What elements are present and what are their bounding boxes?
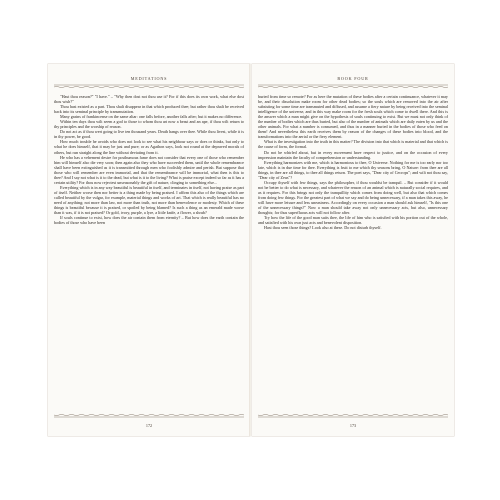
ornament-rule-bottom-left xyxy=(54,414,244,418)
paragraph: Many grains of frankincense on the same altar: one falls before, another falls after; but it makes no difference. xyxy=(60,114,243,120)
ornament-rule-bottom-right xyxy=(258,414,448,418)
right-page xyxy=(252,64,454,436)
paragraph: How much trouble he avoids who does not look to see what his neighbour says or does or thinks, but only to what he does himself, that it may be just and pure; or as Agathon says, look not round at the depraved morals of others, but run straight along the line without deviating from it. xyxy=(54,139,244,155)
paragraph: "Hast thou reason?" "I have." – "Why then dost not thou use it? For if this does its own work, what else dost thou wish?" xyxy=(54,94,244,105)
ornament-rule-top-right xyxy=(258,84,448,88)
running-head-left: MEDITATIONS xyxy=(130,76,168,81)
paragraph: Occupy thyself with few things, says the philosopher, if thou wouldst be tranquil. – But consider if it would not be better to do what is necessary, and whatever the reason of an animal which is naturally social requires, and as it requires. For this brings not only the tranquillity which comes from doing well, but also that which comes from doing few things. For the greatest part of what we say and do being unnecessary, if a man takes this away, he will have more leisure and less uneasiness. Accordingly on every occasion a man should ask himself, "Is this one of the unnecessary things?" Now a man should take away not only unnecessary acts, but also, unnecessary thoughts; for thus superfluous acts will not follow after. xyxy=(258,179,448,216)
page-number-left: 172 xyxy=(145,423,153,428)
ornament-rule-top-left xyxy=(54,84,244,88)
left-page xyxy=(48,64,250,436)
book-gutter xyxy=(249,64,251,436)
paragraph: He who has a vehement desire for posthumous fame does not consider that every one of those who remember him will himself also die very soon; then again also they who have succeeded them, until the whole remembrance shall have been extinguished as it is transmitted through men who foolishly admire and perish. But suppose that those who will remember are even immortal, and that the remembrance will be immortal, what then is this to thee? And I say not what is it to the dead, but what is it to the living? What is praise except indeed so far as it has a certain utility? For thou now rejectest unseasonably the gift of nature, clinging to something else... xyxy=(54,154,244,185)
paragraph: Do not be whirled about, but in every movement have respect to justice, and on the occasion of every impression maintain the faculty of comprehension or understanding. xyxy=(258,149,448,160)
right-page-body xyxy=(258,94,448,408)
running-head-right: BOOK FOUR xyxy=(337,76,369,81)
paragraph: buried from time so remote? For as here the mutation of these bodies after a certain continuance, whatever it may be, and their dissolution make room for other dead bodies; so the souls which are removed into the air after subsisting for some time are transmuted and diffused, and assume a fiery nature by being received into the seminal intelligence of the universe, and in this way make room for the fresh souls which come to dwell there. And this is the answer which a man might give on the hypothesis of souls continuing to exist. But we must not only think of the number of bodies which are thus buried, but also of the number of animals which are daily eaten by us and the other animals. For what a number is consumed, and thus in a manner buried in the bodies of those who feed on them! And nevertheless this earth receives them by reason of the changes of these bodies into blood, and the transformations into the aerial or the fiery element. xyxy=(258,94,448,140)
paragraph: Try how the life of the good man suits thee, the life of him who is satisfied with his portion out of the whole, and satisfied with his own just acts and benevolent disposition. xyxy=(258,215,448,226)
paragraph: Everything harmonizes with me, which is harmonious to thee, O Universe. Nothing for me is too early nor too late, which is in due time for thee. Everything is fruit to me which thy seasons bring, O Nature: from thee are all things, in thee are all things, to thee all things return. The poet says, "Dear city of Cecrops"; and wilt not thou say, "Dear city of Zeus"? xyxy=(258,159,448,180)
left-page-body xyxy=(54,94,244,408)
paragraph: If souls continue to exist, how does the air contain them from eternity? – But how does the earth contain the bodies of those who have been xyxy=(54,215,244,226)
paragraph: Do not act as if thou wert going to live ten thousand years. Death hangs over thee. While thou livest, while it is in thy power, be good. xyxy=(54,129,244,140)
paragraph: What is the investigation into the truth in this matter? The division into that which is material and that which is the cause of form, the formal. xyxy=(258,139,448,150)
page-number-right: 173 xyxy=(349,423,357,428)
paragraph: Everything which is in any way beautiful is beautiful in itself, and terminates in itself, not having praise as part of itself. Neither worse then nor better is a thing made by being praised. I affirm this also of the things which are called beautiful by the vulgar, for example, material things and works of art. That which is really beautiful has no need of anything; not more than law, not more than truth, not more than benevolence or modesty. Which of these things is beautiful because it is praised, or spoiled by being blamed? Is such a thing as an emerald made worse than it was, if it is not praised? Or gold, ivory, purple, a lyre, a little knife, a flower, a shrub? xyxy=(54,184,244,216)
paragraph: Within ten days thou wilt seem a god to those to whom thou art now a beast and an ape, if thou wilt return to thy principles and the worship of reason. xyxy=(54,119,244,130)
paragraph: Thou hast existed as a part. Thou shalt disappear in that which produced thee; but rather thou shalt be received back into its seminal principle by transmutation. xyxy=(54,104,244,115)
paragraph: Hast thou seen those things? Look also at these. Do not disturb thyself. xyxy=(264,225,382,231)
